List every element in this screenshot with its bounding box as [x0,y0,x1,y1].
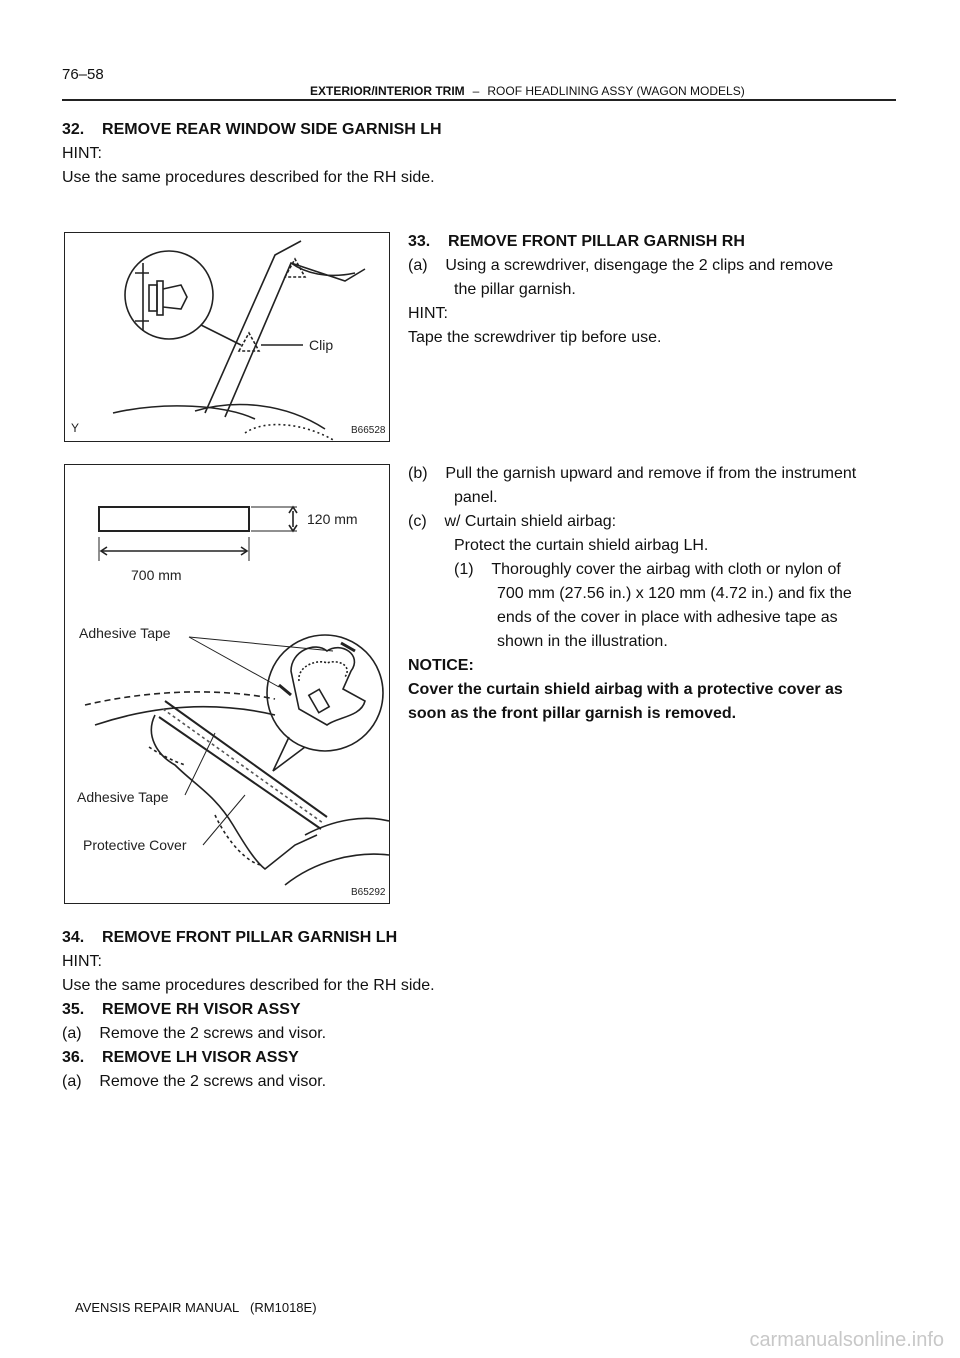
figure-corner-mark: Y [71,421,80,435]
step-33-c-line2: Protect the curtain shield airbag LH. [454,537,709,554]
step-32-title: 32. REMOVE REAR WINDOW SIDE GARNISH LH [62,121,442,138]
figure-protective-cover [64,464,390,904]
step-36-title: 36. REMOVE LH VISOR ASSY [62,1049,299,1066]
step-34-hint-label: HINT: [62,953,102,970]
label-clip: Clip [309,337,334,353]
step-35-a: (a) Remove the 2 screws and visor. [62,1025,327,1042]
notice-line1: Cover the curtain shield airbag with a protective cover as [408,681,843,698]
label-protective-cover: Protective Cover [83,837,187,853]
header-section: EXTERIOR/INTERIOR TRIM [310,84,465,98]
step-33-b-line2: panel. [454,489,498,506]
step-34-hint-text: Use the same procedures described for the RH side. [62,977,435,994]
figure-pillar-clip [64,232,390,442]
step-33-a-line2: the pillar garnish. [454,281,576,298]
label-adhesive-tape-bottom: Adhesive Tape [77,789,169,805]
pillar-clip-illustration [65,233,389,441]
step-34-title: 34. REMOVE FRONT PILLAR GARNISH LH [62,929,398,946]
step-33-hint-label: HINT: [408,305,448,322]
step-33-c-line1: (c) w/ Curtain shield airbag: [408,513,617,530]
figure-code-b66528: B66528 [351,425,386,436]
running-header [310,84,745,98]
step-33-title: 33. REMOVE FRONT PILLAR GARNISH RH [408,233,745,250]
step-33-hint-text: Tape the screwdriver tip before use. [408,329,662,346]
figure-code-b65292: B65292 [351,887,386,898]
label-adhesive-tape-top: Adhesive Tape [79,625,171,641]
label-dim-120mm: 120 mm [307,511,358,527]
step-36-a: (a) Remove the 2 screws and visor. [62,1073,327,1090]
step-32-hint-label: HINT: [62,145,102,162]
header-divider [62,99,896,101]
footer-manual-title: AVENSIS REPAIR MANUAL (RM1018E) [75,1300,317,1315]
header-separator: – [472,84,480,98]
step-32-hint-text: Use the same procedures described for the RH side. [62,169,435,186]
step-35-title: 35. REMOVE RH VISOR ASSY [62,1001,301,1018]
step-33-c1-line4: shown in the illustration. [497,633,668,650]
step-33-a-line1: (a) Using a screwdriver, disengage the 2 clips and remove [408,257,834,274]
step-33-c1-line1: (1) Thoroughly cover the airbag with cloth or nylon of [454,561,841,578]
step-33-c1-line3: ends of the cover in place with adhesive tape as [497,609,838,626]
page-number: 76–58 [62,66,104,83]
label-dim-700mm: 700 mm [131,567,182,583]
step-33-c1-line2: 700 mm (27.56 in.) x 120 mm (4.72 in.) and fix the [497,585,852,602]
notice-line2: soon as the front pillar garnish is removed. [408,705,737,722]
step-33-b-line1: (b) Pull the garnish upward and remove if from the instrument [408,465,857,482]
watermark: carmanualsonline.info [749,1329,944,1351]
header-topic: ROOF HEADLINING ASSY (WAGON MODELS) [487,84,745,98]
notice-label: NOTICE: [408,657,474,674]
